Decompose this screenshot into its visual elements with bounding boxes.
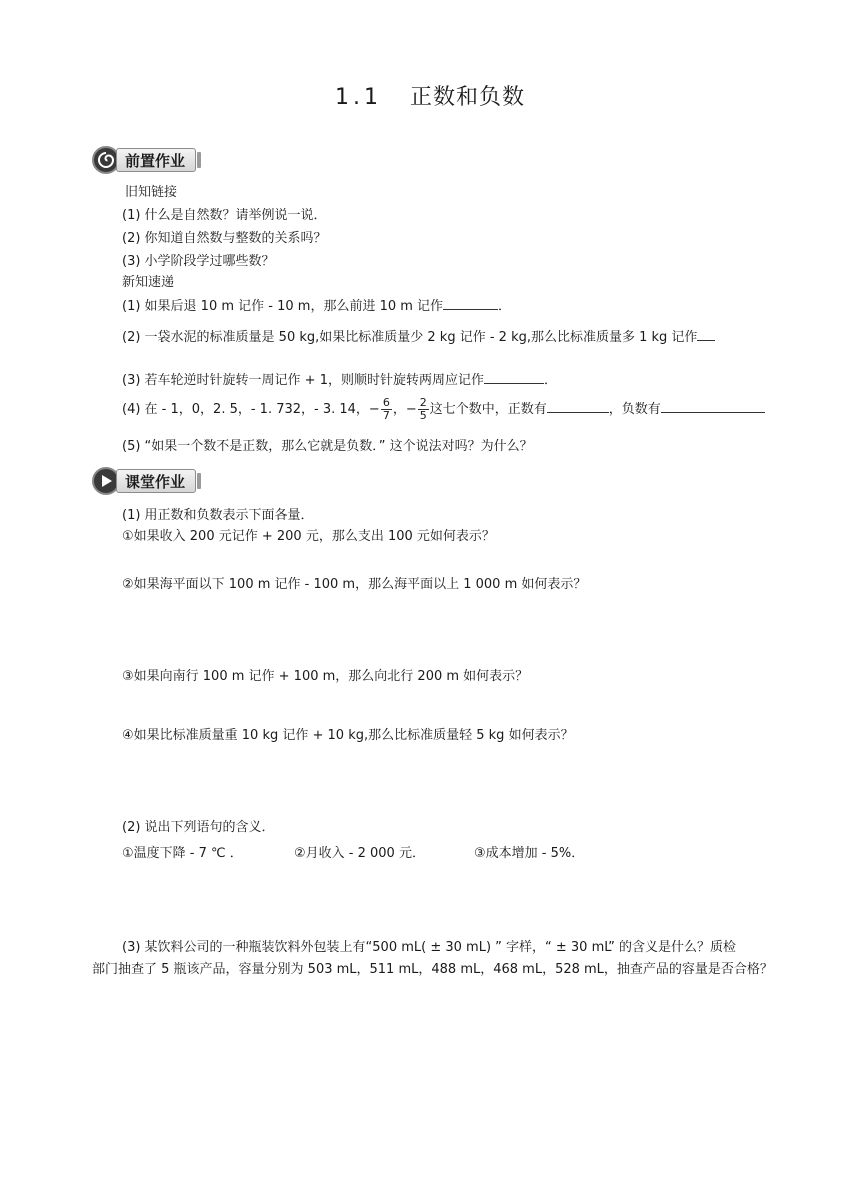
negative-label: ，负数有	[608, 402, 661, 417]
answer-blank-positive[interactable]	[547, 400, 609, 413]
section-badge-preview	[92, 147, 196, 173]
part-1-item-4: ④如果比标准质量重 10 kg 记作 + 10 kg,那么比标准质量轻 5 kg 如何表示？	[122, 728, 574, 743]
fraction-numerator: 6	[382, 396, 390, 409]
separator: ，−	[392, 402, 417, 417]
part-2-item-1: ①温度下降 - 7 ℃ ．	[122, 846, 243, 861]
fraction-numerator: 2	[419, 396, 427, 409]
question-2: (2) 你知道自然数与整数的关系吗？	[122, 231, 327, 246]
section-number: 1.1	[334, 85, 382, 110]
part-3-line-2: 部门抽查了 5 瓶该产品，容量分别为 503 mL，511 mL，488 mL，468 mL，528 mL，抽查产品的容量是否合格？	[92, 962, 773, 977]
answer-blank[interactable]	[697, 328, 715, 341]
period: ．	[498, 299, 512, 314]
part-3-line-1: (3) 某饮料公司的一种瓶装饮料外包装上有“500 mL( ± 30 mL) ” 字样，“ ± 30 mL” 的含义是什么？质检	[122, 940, 736, 955]
part-2-heading: (2) 说出下列语句的含义．	[122, 820, 275, 835]
new-question-4-text: (4) 在 - 1，0，2. 5，- 1. 732，- 3. 14，−	[122, 402, 380, 417]
badge-label: 前置作业	[116, 148, 196, 172]
new-question-5: (5) “如果一个数不是正数，那么它就是负数．” 这个说法对吗？为什么？	[122, 439, 533, 454]
new-question-2-text: (2) 一袋水泥的标准质量是 50 kg,如果比标准质量少 2 kg 记作 - 2 kg,那么比标准质量多 1 kg 记作	[122, 330, 698, 345]
new-question-3	[122, 371, 557, 390]
part-2-item-2: ②月收入 - 2 000 元．	[294, 846, 425, 861]
new-question-2	[122, 328, 715, 347]
period: ．	[543, 373, 557, 388]
question-1: (1) 什么是自然数？请举例说一说．	[122, 208, 327, 223]
part-1-item-2: ②如果海平面以下 100 m 记作 - 100 m，那么海平面以上 1 000 m 如何表示？	[122, 577, 587, 592]
part-1-item-1: ①如果收入 200 元记作 + 200 元，那么支出 100 元如何表示？	[122, 529, 495, 544]
new-question-1	[122, 297, 511, 316]
badge-label: 课堂作业	[116, 469, 196, 493]
title-text: 正数和负数	[409, 85, 525, 110]
new-question-4	[122, 396, 765, 424]
subheading-old: 旧知链接	[125, 185, 178, 200]
answer-blank[interactable]	[484, 371, 544, 384]
new-question-1-text: (1) 如果后退 10 m 记作 - 10 m，那么前进 10 m 记作	[122, 299, 444, 314]
new-question-3-text: (3) 若车轮逆时针旋转一周记作 + 1，则顺时针旋转两周应记作	[122, 373, 484, 388]
part-1-heading: (1) 用正数和负数表示下面各量．	[122, 508, 314, 523]
part-1-item-3: ③如果向南行 100 m 记作 + 100 m，那么向北行 200 m 如何表示？	[122, 669, 529, 684]
page-title	[0, 80, 860, 111]
positive-label: 这七个数中，正数有	[429, 402, 547, 417]
answer-blank[interactable]	[443, 297, 498, 310]
part-2-item-3: ③成本增加 - 5%．	[474, 846, 585, 861]
section-badge-classwork	[92, 468, 196, 494]
subheading-new: 新知速递	[122, 275, 175, 290]
fraction-denominator: 5	[419, 409, 427, 422]
fraction-2-5	[418, 397, 429, 422]
fraction-6-7	[381, 397, 392, 422]
question-3: (3) 小学阶段学过哪些数？	[122, 254, 275, 269]
fraction-denominator: 7	[382, 409, 390, 422]
answer-blank-negative[interactable]	[661, 400, 765, 413]
